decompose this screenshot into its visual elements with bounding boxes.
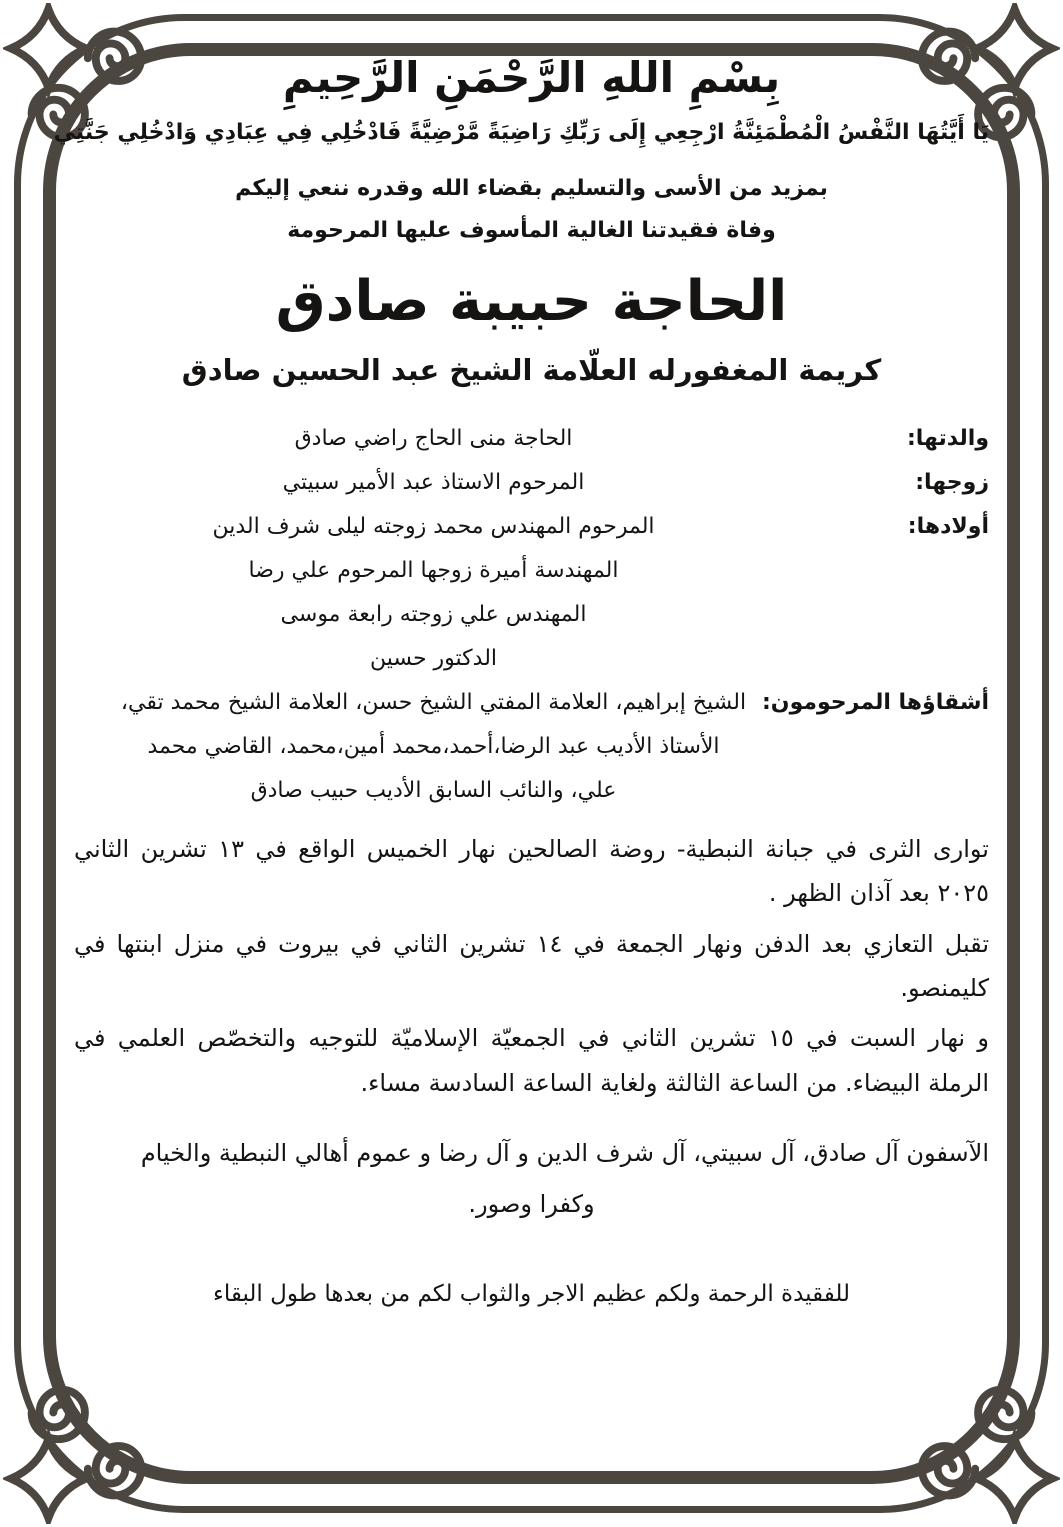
obituary-content — [53, 46, 990, 1491]
quran-verse: يَا أَيَّتُهَا النَّفْسُ الْمُطْمَئِنَّةُ ارْجِعِي إِلَى رَبِّكِ رَاضِيَةً مَّرْضِيَّةً فَادْخُلِي فِي عِبَادِي وَادْخُلِي جَنَّتِي — [53, 120, 989, 145]
deceased-name: الحاجة حبيبة صادق — [275, 268, 788, 334]
children-row — [74, 505, 989, 681]
brothers-label: أشقاؤها المرحومون: — [762, 689, 989, 715]
child-item: الدكتور حسين — [369, 645, 498, 671]
intro-line-2: وفاة فقيدتنا الغالية المأسوف عليها المرحومة — [287, 217, 776, 243]
burial-paragraph: توارى الثرى في جبانة النبطية- روضة الصالحين نهار الخميس الواقع في ١٣ تشرين الثاني ٢٠٢٥ بعد آذان الظهر . — [74, 834, 989, 908]
condolences-paragraph-1: تقبل التعازي بعد الدفن ونهار الجمعة في ١٤ تشرين الثاني في بيروت في منزل ابنتها في كليمنصو. — [74, 929, 990, 1003]
brothers-list — [74, 681, 793, 813]
mother-name: الحاجة منى الحاج راضي صادق — [294, 425, 573, 451]
husband-row — [74, 461, 989, 505]
mother-row — [74, 417, 989, 461]
brothers-line: الأستاذ الأديب عبد الرضا،أحمد،محمد أمين،محمد، القاضي محمد — [147, 733, 720, 759]
condolences-paragraph-2: و نهار السبت في ١٥ تشرين الثاني في الجمعيّة الإسلاميّة للتوجيه والتخصّص العلمي في الرملة البيضاء. من الساعة الثالثة ولغاية الساعة السادسة مساء. — [74, 1024, 989, 1097]
children-label: أولادها: — [907, 513, 989, 539]
child-item: المهندسة أميرة زوجها المرحوم علي رضا — [248, 557, 619, 583]
family-rows — [74, 417, 989, 813]
mourners-section — [74, 1131, 989, 1226]
intro-line-1: بمزيد من الأسى والتسليم بقضاء الله وقدره ننعي إليكم — [235, 176, 828, 202]
closing-prayer: للفقيدة الرحمة ولكم عظيم الاجر والثواب لكم من بعدها طول البقاء — [213, 1281, 850, 1307]
brothers-line: علي، والنائب السابق الأديب حبيب صادق — [250, 777, 617, 803]
children-list — [74, 505, 793, 681]
child-item: المرحوم المهندس محمد زوجته ليلى شرف الدين — [212, 513, 655, 539]
brothers-row — [74, 681, 989, 813]
brothers-line: الشيخ إبراهيم، العلامة المفتي الشيخ حسن، العلامة الشيخ محمد تقي، — [120, 689, 747, 715]
husband-name: المرحوم الاستاذ عبد الأمير سبيتي — [282, 469, 585, 495]
deceased-lineage: كريمة المغفورله العلّامة الشيخ عبد الحسين صادق — [181, 353, 882, 388]
mother-label: والدتها: — [906, 425, 989, 451]
mourners-line-2: وكفرا وصور. — [468, 1189, 595, 1218]
husband-label: زوجها: — [915, 469, 989, 495]
child-item: المهندس علي زوجته رابعة موسى — [280, 601, 587, 627]
mourners-line-1: الآسفون آل صادق، آل سبيتي، آل شرف الدين و آل رضا و عموم أهالي النبطية والخيام — [140, 1139, 989, 1168]
basmala-calligraphy: بِسْمِ اللهِ الرَّحْمَنِ الرَّحِيمِ — [282, 53, 781, 102]
